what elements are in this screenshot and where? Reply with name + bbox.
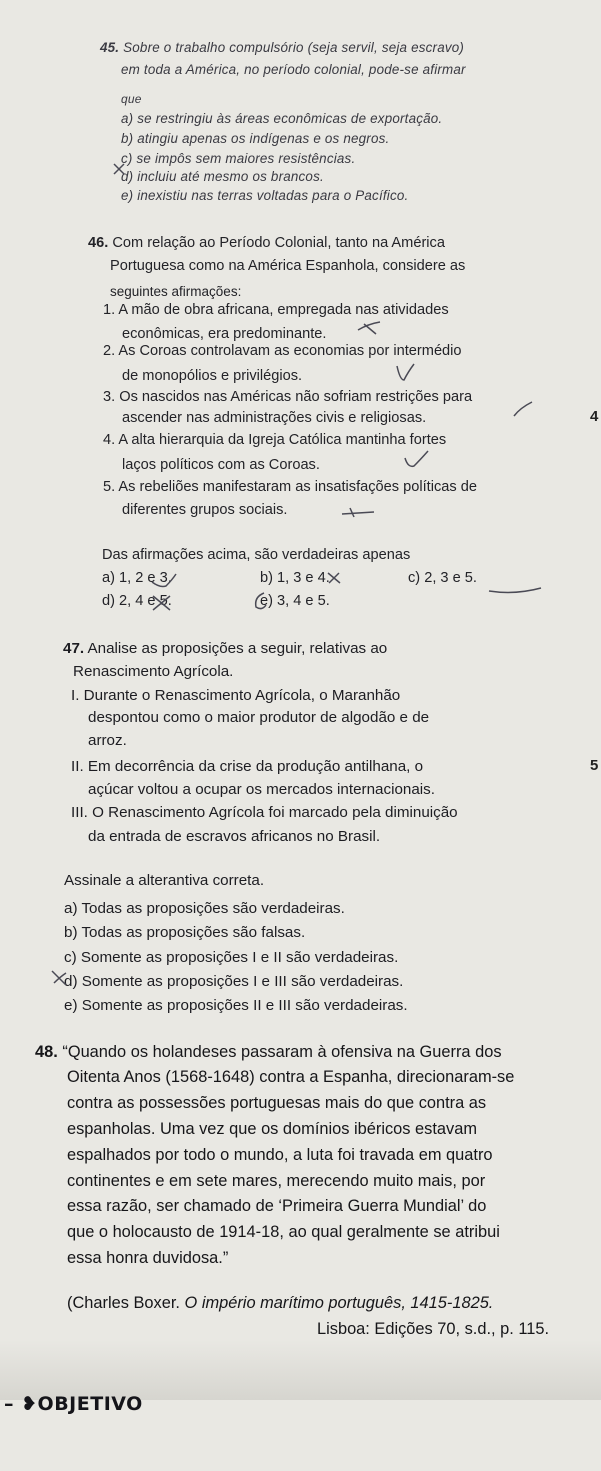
q46-statement-5-cont: diferentes grupos sociais.	[122, 502, 288, 518]
q46-statement-1-cont: econômicas, era predominante.	[122, 326, 327, 342]
q46-option-b: b) 1, 3 e 4.	[260, 570, 330, 586]
q45-number: 45.	[100, 40, 120, 55]
q47-option-d: d) Somente as proposições I e III são verdadeiras.	[64, 973, 404, 990]
q46-option-d: d) 2, 4 e 5.	[102, 593, 172, 609]
q45-option-c: c) se impôs sem maiores resistências.	[121, 151, 356, 166]
q47-proposition-3: III. O Renascimento Agrícola foi marcado pela diminuição	[71, 804, 458, 821]
q48-quote-line-2: Oitenta Anos (1568-1648) contra a Espanha, direcionaram-se	[67, 1068, 515, 1086]
q48-quote-line-1: 48. “Quando os holandeses passaram à ofensiva na Guerra dos	[35, 1043, 502, 1061]
q46-option-a: a) 1, 2 e 3.	[102, 570, 172, 586]
handwritten-x-mark-s1	[356, 320, 382, 336]
q46-statement-2-cont: de monopólios e privilégios.	[122, 368, 303, 384]
q45-stem-line-2: em toda a América, no período colonial, pode-se afirmar	[121, 62, 466, 77]
handwritten-check-mark-s2	[394, 362, 416, 384]
q46-statement-3: 3. Os nascidos nas Américas não sofriam restrições para	[103, 389, 473, 405]
q46-number: 46.	[88, 235, 109, 251]
handwritten-circle-mark-q46e	[252, 591, 268, 611]
q47-proposition-1: I. Durante o Renascimento Agrícola, o Maranhão	[71, 687, 401, 704]
q45-stem-line-3: que	[121, 92, 142, 106]
q46-stem-line-2: Portuguesa como na América Espanhola, considere as	[110, 258, 466, 274]
handwritten-check-mark-s4	[402, 448, 430, 472]
q48-quote-line-7: essa razão, ser chamado de ‘Primeira Guerra Mundial’ do	[67, 1197, 487, 1215]
handwritten-dash-mark-s5	[340, 505, 376, 519]
margin-number-a: 4	[590, 408, 599, 425]
q46-statement-4: 4. A alta hierarquia da Igreja Católica mantinha fortes	[103, 432, 447, 448]
q47-option-b: b) Todas as proposições são falsas.	[64, 924, 306, 941]
q48-quote-line-3: contra as possessões portuguesas mais do que contra as	[67, 1094, 487, 1112]
q47-option-c: c) Somente as proposições I e II são verdadeiras.	[64, 949, 399, 966]
margin-number-b: 5	[590, 757, 599, 774]
q45-stem-line-1: 45. Sobre o trabalho compulsório (seja servil, seja escravo)	[100, 40, 465, 55]
q46-statement-4-cont: laços políticos com as Coroas.	[122, 457, 320, 473]
q46-statement-2: 2. As Coroas controlavam as economias por intermédio	[103, 343, 462, 359]
q47-proposition-2-cont: açúcar voltou a ocupar os mercados internacionais.	[88, 781, 435, 798]
footer-brand: – ❥OBJETIVO	[4, 1393, 143, 1415]
q47-proposition-1-cont: despontou como o maior produtor de algodão e de	[88, 709, 430, 726]
q47-stem-line-1: 47. Analise as proposições a seguir, relativas ao	[63, 640, 388, 657]
brand-name: OBJETIVO	[37, 1393, 143, 1415]
q47-option-e: e) Somente as proposições II e III são verdadeiras.	[64, 997, 408, 1014]
q46-statement-5: 5. As rebeliões manifestaram as insatisfações políticas de	[103, 479, 477, 495]
handwritten-x-mark-q46d	[150, 593, 174, 613]
q48-quote-line-6: continentes e em sete mares, merecendo muito mais, por	[67, 1172, 486, 1190]
handwritten-mark-q47d	[50, 969, 70, 989]
q47-prompt: Assinale a alterantiva correta.	[64, 872, 265, 889]
q45-option-b: b) atingiu apenas os indígenas e os negros.	[121, 131, 390, 146]
q45-option-d: d) incluiu até mesmo os brancos.	[121, 169, 324, 184]
q46-prompt: Das afirmações acima, são verdadeiras apenas	[102, 547, 411, 563]
q46-statement-1: 1. A mão de obra africana, empregada nas atividades	[103, 302, 449, 318]
q46-stem-line-1: 46. Com relação ao Período Colonial, tanto na América	[88, 235, 445, 251]
q45-option-e: e) inexistiu nas terras voltadas para o Pacífico.	[121, 188, 409, 203]
q47-option-a: a) Todas as proposições são verdadeiras.	[64, 900, 345, 917]
q48-citation-title: O império marítimo português, 1415-1825.	[184, 1294, 494, 1312]
q48-quote-line-5: espalhados por todo o mundo, a luta foi travada em quatro	[67, 1146, 493, 1164]
q46-option-c: c) 2, 3 e 5.	[408, 570, 477, 586]
q47-proposition-1-end: arroz.	[88, 732, 127, 749]
q47-stem-line-2: Renascimento Agrícola.	[73, 663, 234, 680]
handwritten-check-mark-q46a	[150, 572, 178, 590]
q46-option-e: e) 3, 4 e 5.	[260, 593, 330, 609]
page-fold-shadow	[0, 1340, 601, 1400]
handwritten-check-mark-s3	[510, 398, 536, 420]
handwritten-underline-q46c	[487, 585, 543, 595]
q46-statement-3-cont: ascender nas administrações civis e religiosas.	[122, 410, 427, 426]
q48-quote-line-4: espanholas. Uma vez que os domínios ibéricos estavam	[67, 1120, 477, 1138]
q46-stem-line-3: seguintes afirmações:	[110, 284, 242, 299]
q47-number: 47.	[63, 640, 85, 657]
q48-number: 48.	[35, 1043, 58, 1061]
handwritten-x-mark-q45d	[112, 162, 126, 176]
q47-proposition-2: II. Em decorrência da crise da produção antilhana, o	[71, 758, 424, 775]
q48-citation-line-2: Lisboa: Edições 70, s.d., p. 115.	[317, 1320, 550, 1338]
q48-quote-line-9: essa honra duvidosa.”	[67, 1249, 229, 1267]
brand-logo-icon: ❥	[21, 1393, 38, 1415]
q47-proposition-3-cont: da entrada de escravos africanos no Brasil.	[88, 828, 381, 845]
q45-option-a: a) se restringiu às áreas econômicas de exportação.	[121, 111, 443, 126]
q48-quote-line-8: que o holocausto de 1914-18, ao qual geralmente se atribui	[67, 1223, 500, 1241]
q48-citation-line-1: (Charles Boxer. O império marítimo português, 1415-1825.	[67, 1294, 494, 1312]
handwritten-x-mark-q46b	[326, 571, 342, 585]
